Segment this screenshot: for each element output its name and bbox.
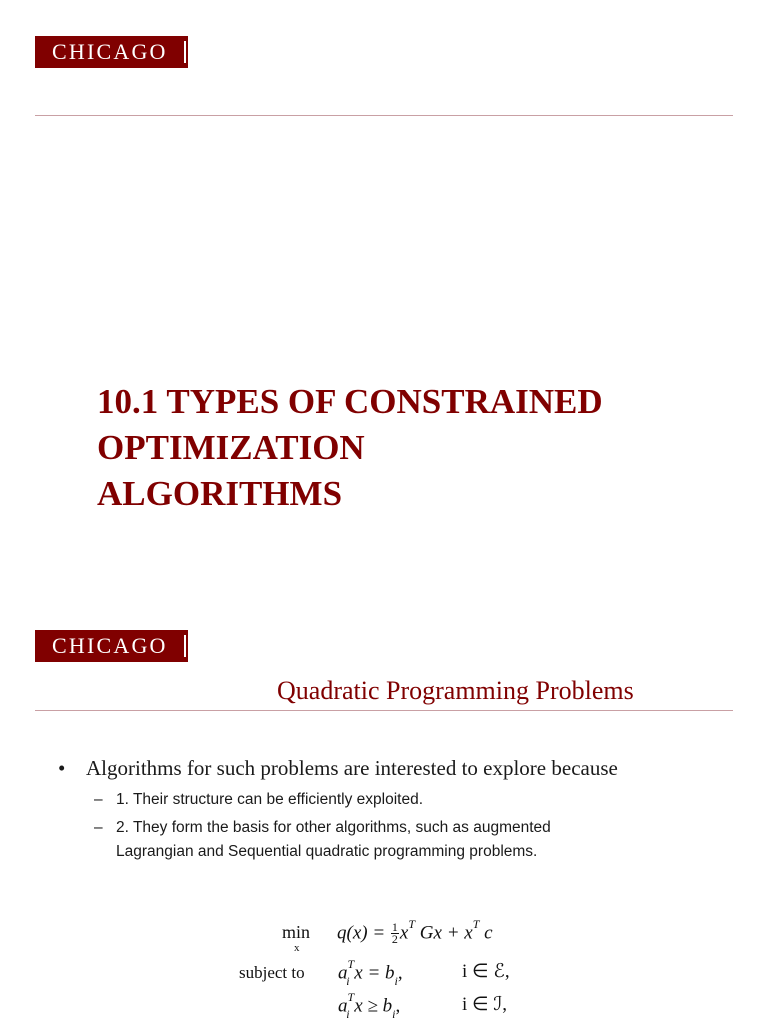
- sub-item: [94, 816, 614, 864]
- dash-icon: –: [94, 819, 103, 836]
- section-title-line-3: ALGORITHMS: [97, 474, 343, 513]
- dash-icon: –: [94, 791, 103, 808]
- slide-heading: Quadratic Programming Problems: [277, 676, 634, 705]
- equality-index-set: i ∈ ℰ,: [462, 961, 510, 982]
- section-title: [97, 379, 717, 517]
- bullet-item: [58, 756, 618, 781]
- section-title-line-1: 10.1 TYPES OF CONSTRAINED: [97, 382, 603, 421]
- sub-item-text: 1. Their structure can be efficiently exploited.: [116, 791, 424, 808]
- chicago-logo: CHICAGO: [35, 630, 188, 662]
- min-subscript: x: [294, 942, 300, 954]
- inequality-constraint: $a^T_i$ $x \ge b_i$,: [338, 990, 401, 1022]
- bullet-dot-icon: •: [58, 756, 66, 780]
- bullet-text: Algorithms for such problems are interested to explore because: [86, 756, 618, 780]
- section-title-line-2: OPTIMIZATION: [97, 428, 365, 467]
- sub-item: [94, 788, 654, 812]
- header-rule: [35, 710, 733, 711]
- objective-function: q(x) = $\frac{1}{2}$ $x^T$ $Gx + x^T$ c: [337, 917, 493, 947]
- subject-to-label: subject to: [239, 963, 305, 982]
- chicago-logo: CHICAGO: [35, 36, 188, 68]
- sub-item-text: 2. They form the basis for other algorithms, such as augmented Lagrangian and Sequential quadratic programming problems.: [116, 819, 551, 860]
- equality-constraint: $a^T_i$ $x = b_i$,: [338, 957, 403, 989]
- header-rule: [35, 115, 733, 116]
- inequality-index-set: i ∈ ℐ,: [462, 994, 508, 1015]
- fraction: $\frac{1}{2}$: [391, 920, 398, 947]
- min-operator: min: [282, 922, 311, 942]
